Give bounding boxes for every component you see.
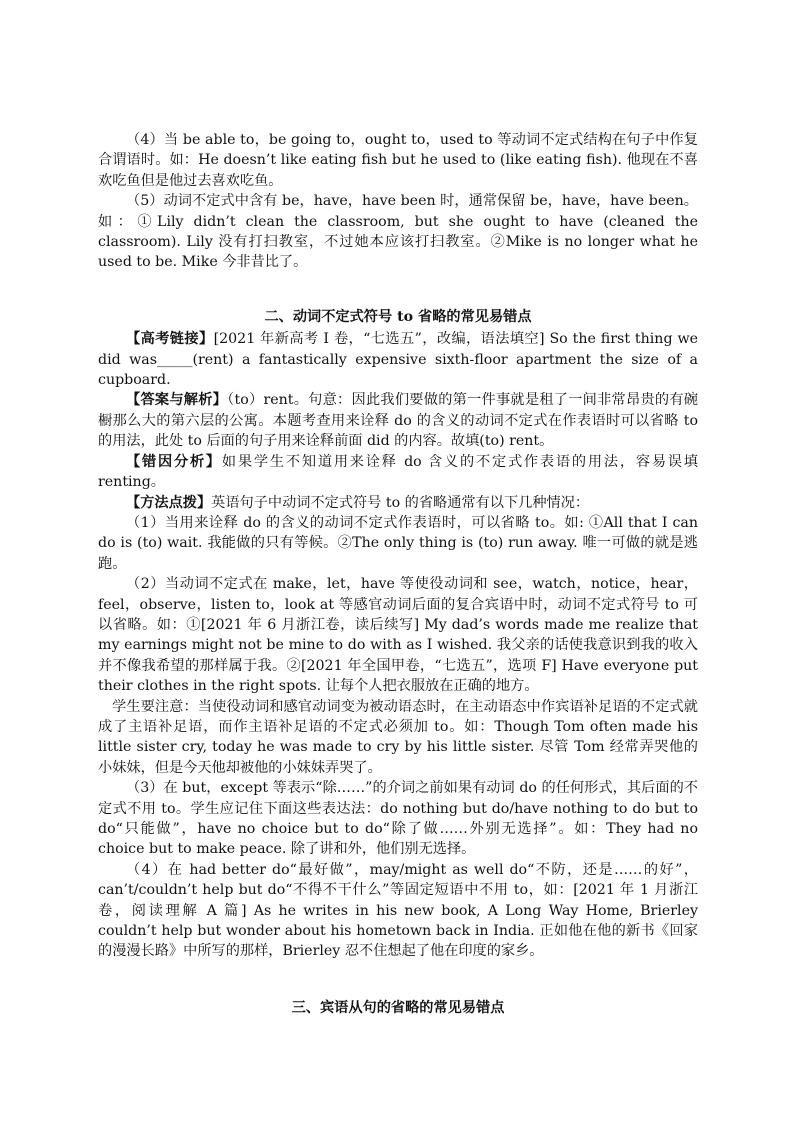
paragraph-rule-4: （4）当 be able to，be going to，ought to，used to 等动词不定式结构在句子中作复合谓语时。如：He doesn’t like eating fish but he used to (like eating fish). 他现在不喜欢吃鱼但是他过去喜欢吃鱼。 bbox=[98, 132, 698, 189]
exam-link-text: [2021 年新高考 I 卷，“七选五”，改编，语法填空] So the first thing we did was_____(rent) a fantastically expensive sixth-floor apartment the size of a cupboard. bbox=[98, 331, 698, 389]
answer-paragraph bbox=[98, 390, 698, 451]
method-paragraph bbox=[98, 493, 698, 513]
method-label: 【方法点拨】 bbox=[126, 494, 212, 511]
exam-link-paragraph bbox=[98, 329, 698, 390]
method-case-3: （3）在 but，except 等表示“除……”的介词之前如果有动词 do 的任何形式，其后面的不定式不用 to。学生应记住下面这些表达法：do nothing but do/have nothing to do but to do“只能做”，have no choice but to do“除了做……外别无选择”。如：They had no choice but to make peace. 除了讲和外，他们别无选择。 bbox=[98, 780, 698, 858]
answer-label: 【答案与解析】 bbox=[126, 392, 228, 409]
exam-link-label: 【高考链接】 bbox=[126, 331, 214, 348]
method-case-4: （4）在 had better do“最好做”，may/might as well do“不防，还是……的好”，can’t/couldn’t help but do“不得不干什么”等固定短语中不用 to，如：[2021 年 1 月浙江卷，阅读理解 A 篇] As he writes in his new book, A Long Way Home, Brierley couldn’t help but wonder about his hometown back in India. 正如他在他的新书《回家的漫漫长路》中所写的那样，Brierley 忍不住想起了他在印度的家乡。 bbox=[98, 861, 698, 960]
answer-text: （to）rent。句意：因此我们要做的第一件事就是租了一间非常昂贵的有碗橱那么大的第六层的公寓。本题考查用来诠释 do 的含义的动词不定式在作表语时可以省略 to 的用法，此处 to 后面的句子用来诠释前面 did 的内容。故填(to) rent。 bbox=[98, 392, 698, 450]
method-case-1: （1）当用来诠释 do 的含义的动词不定式作表语时，可以省略 to。如: ①All that I can do is (to) wait. 我能做的只有等候。②The only thing is (to) run away. 唯一可做的就是逃跑。 bbox=[98, 514, 698, 572]
error-analysis-label: 【错因分析】 bbox=[126, 453, 222, 470]
paragraph-rule-5: （5）动词不定式中含有 be，have，have been 时，通常保留 be，have，have been。如：①Lily didn’t clean the classroom, but she ought to have (cleaned the classroom). Lily 没有打扫教室，不过她本应该打扫教室。②Mike is no longer what he used to be. Mike 今非昔比了。 bbox=[98, 193, 698, 271]
document-page bbox=[98, 130, 698, 1018]
student-note: 学生要注意：当使役动词和感官动词变为被动语态时，在主动语态中作宾语补足语的不定式就成了主语补足语，而作主语补足语的不定式必须加 to。如：Though Tom often made his little sister cry, today he was made to cry by his little sister. 尽管 Tom 经常弄哭他的小妹妹，但是今天他却被他的小妹妹弄哭了。 bbox=[98, 698, 698, 776]
method-case-2: （2）当动词不定式在 make，let，have 等使役动词和 see，watch，notice，hear，feel，observe，listen to，look at 等感官动词后面的复合宾语中时，动词不定式符号 to 可以省略。如：①[2021 年 6 月浙江卷，读后续写] My dad’s words made me realize that my earnings might not be mine to do with as I wished. 我父亲的话使我意识到我的收入并不像我希望的那样属于我。②[2021 年全国甲卷，“七选五”，选项 F] Have everyone put their clothes in the right spots. 让每个人把衣服放在正确的地方。 bbox=[98, 576, 698, 695]
error-analysis-paragraph bbox=[98, 452, 698, 493]
method-text: 英语句子中动词不定式符号 to 的省略通常有以下几种情况： bbox=[211, 494, 590, 511]
error-analysis-text: 如果学生不知道用来诠释 do 含义的不定式作表语的用法，容易误填 renting。 bbox=[98, 453, 698, 491]
section-heading-2: 二、动词不定式符号 to 省略的常见易错点 bbox=[264, 308, 532, 325]
section-heading-3: 三、宾语从句的省略的常见易错点 bbox=[291, 999, 505, 1016]
